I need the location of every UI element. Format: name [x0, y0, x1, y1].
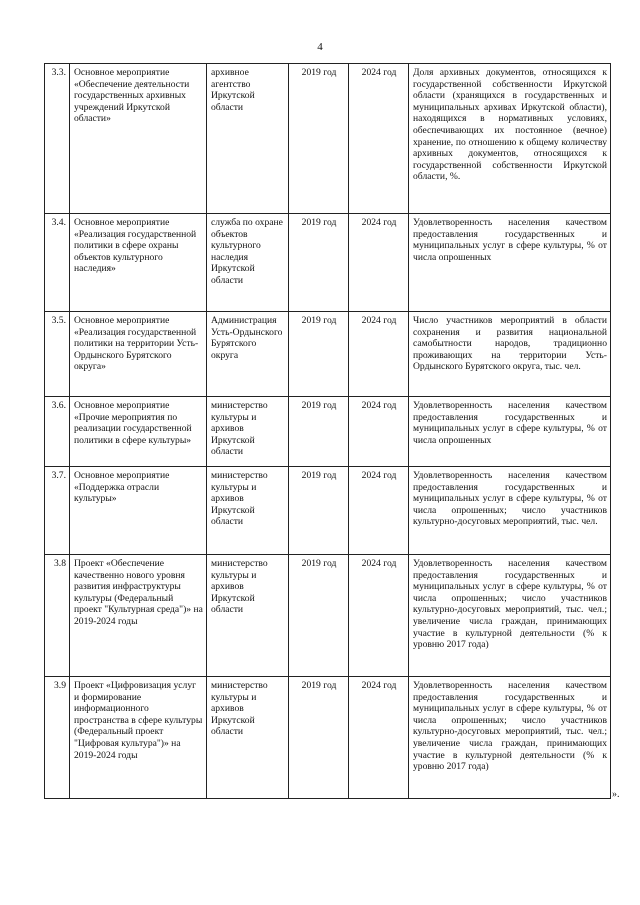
- start-year: 2019 год: [289, 64, 349, 214]
- indicator: Число участников мероприятий в области сохранения и развития национальной самобытности народов, традиционно проживающих на территории Усть-Ордынского Бурятского округа, тыс. чел.: [409, 312, 611, 397]
- row-number: 3.5.: [45, 312, 70, 397]
- executor: Администрация Усть-Ордынского Бурятского округа: [207, 312, 289, 397]
- indicator: Доля архивных документов, относящихся к государственной собственности Иркутской области (хранящихся в государственных и муниципальных архивах Иркутской области), находящихся в нормативных условиях, обеспечивающих их постоянное (вечное) хранение, по отношению к общему количеству архивных документов, относящихся к государственной собственности Иркутской области, %.: [409, 64, 611, 214]
- event-name: Основное мероприятие «Прочие мероприятия по реализации государственной политики в сфере культуры»: [70, 397, 207, 467]
- table-row: [45, 397, 611, 467]
- table-row: [45, 555, 611, 677]
- end-year: 2024 год: [349, 555, 409, 677]
- table-row: [45, 64, 611, 214]
- end-year: 2024 год: [349, 677, 409, 799]
- start-year: 2019 год: [289, 214, 349, 312]
- row-number: 3.9: [45, 677, 70, 799]
- start-year: 2019 год: [289, 555, 349, 677]
- closing-quote-mark: ».: [612, 789, 620, 800]
- end-year: 2024 год: [349, 312, 409, 397]
- page-number: 4: [317, 41, 323, 53]
- event-name: Основное мероприятие «Обеспечение деятельности государственных архивных учреждений Иркутской области»: [70, 64, 207, 214]
- table-row: [45, 677, 611, 799]
- start-year: 2019 год: [289, 467, 349, 555]
- measures-table: [44, 63, 611, 799]
- table-row: [45, 312, 611, 397]
- table-row: [45, 467, 611, 555]
- executor: министерство культуры и архивов Иркутской области: [207, 677, 289, 799]
- table-row: [45, 214, 611, 312]
- event-name: Основное мероприятие «Поддержка отрасли культуры»: [70, 467, 207, 555]
- executor: министерство культуры и архивов Иркутской области: [207, 555, 289, 677]
- event-name: Основное мероприятие «Реализация государственной политики в сфере охраны объектов культурного наследия»: [70, 214, 207, 312]
- event-name: Проект «Цифровизация услуг и формирование информационного пространства в сфере культуры (Федеральный проект "Цифровая культура")» на 2019-2024 годы: [70, 677, 207, 799]
- end-year: 2024 год: [349, 64, 409, 214]
- start-year: 2019 год: [289, 677, 349, 799]
- end-year: 2024 год: [349, 214, 409, 312]
- event-name: Проект «Обеспечение качественно нового уровня развития инфраструктуры культуры (Федеральный проект "Культурная среда")» на 2019-2024 годы: [70, 555, 207, 677]
- executor: министерство культуры и архивов Иркутской области: [207, 467, 289, 555]
- event-name: Основное мероприятие «Реализация государственной политики на территории Усть-Ордынского Бурятского округа»: [70, 312, 207, 397]
- row-number: 3.4.: [45, 214, 70, 312]
- executor: служба по охране объектов культурного наследия Иркутской области: [207, 214, 289, 312]
- executor: архивное агентство Иркутской области: [207, 64, 289, 214]
- indicator: Удовлетворенность населения качеством предоставления государственных и муниципальных услуг в сфере культуры, % от числа опрошенных; число участников культурно-досуговых мероприятий, тыс. чел.; увеличение числа граждан, принимающих участие в культурной деятельности (% к уровню 2017 года): [409, 677, 611, 799]
- indicator: Удовлетворенность населения качеством предоставления государственных и муниципальных услуг в сфере культуры, % от числа опрошенных: [409, 214, 611, 312]
- end-year: 2024 год: [349, 397, 409, 467]
- start-year: 2019 год: [289, 397, 349, 467]
- start-year: 2019 год: [289, 312, 349, 397]
- end-year: 2024 год: [349, 467, 409, 555]
- row-number: 3.8: [45, 555, 70, 677]
- indicator: Удовлетворенность населения качеством предоставления государственных и муниципальных услуг в сфере культуры, % от числа опрошенных; число участников культурно-досуговых мероприятий, тыс. чел.: [409, 467, 611, 555]
- row-number: 3.6.: [45, 397, 70, 467]
- executor: министерство культуры и архивов Иркутской области: [207, 397, 289, 467]
- row-number: 3.7.: [45, 467, 70, 555]
- indicator: Удовлетворенность населения качеством предоставления государственных и муниципальных услуг в сфере культуры, % от числа опрошенных; число участников культурно-досуговых мероприятий, тыс. чел.; увеличение числа граждан, принимающих участие в культурной деятельности (% к уровню 2017 года): [409, 555, 611, 677]
- row-number: 3.3.: [45, 64, 70, 214]
- indicator: Удовлетворенность населения качеством предоставления государственных и муниципальных услуг в сфере культуры, % от числа опрошенных: [409, 397, 611, 467]
